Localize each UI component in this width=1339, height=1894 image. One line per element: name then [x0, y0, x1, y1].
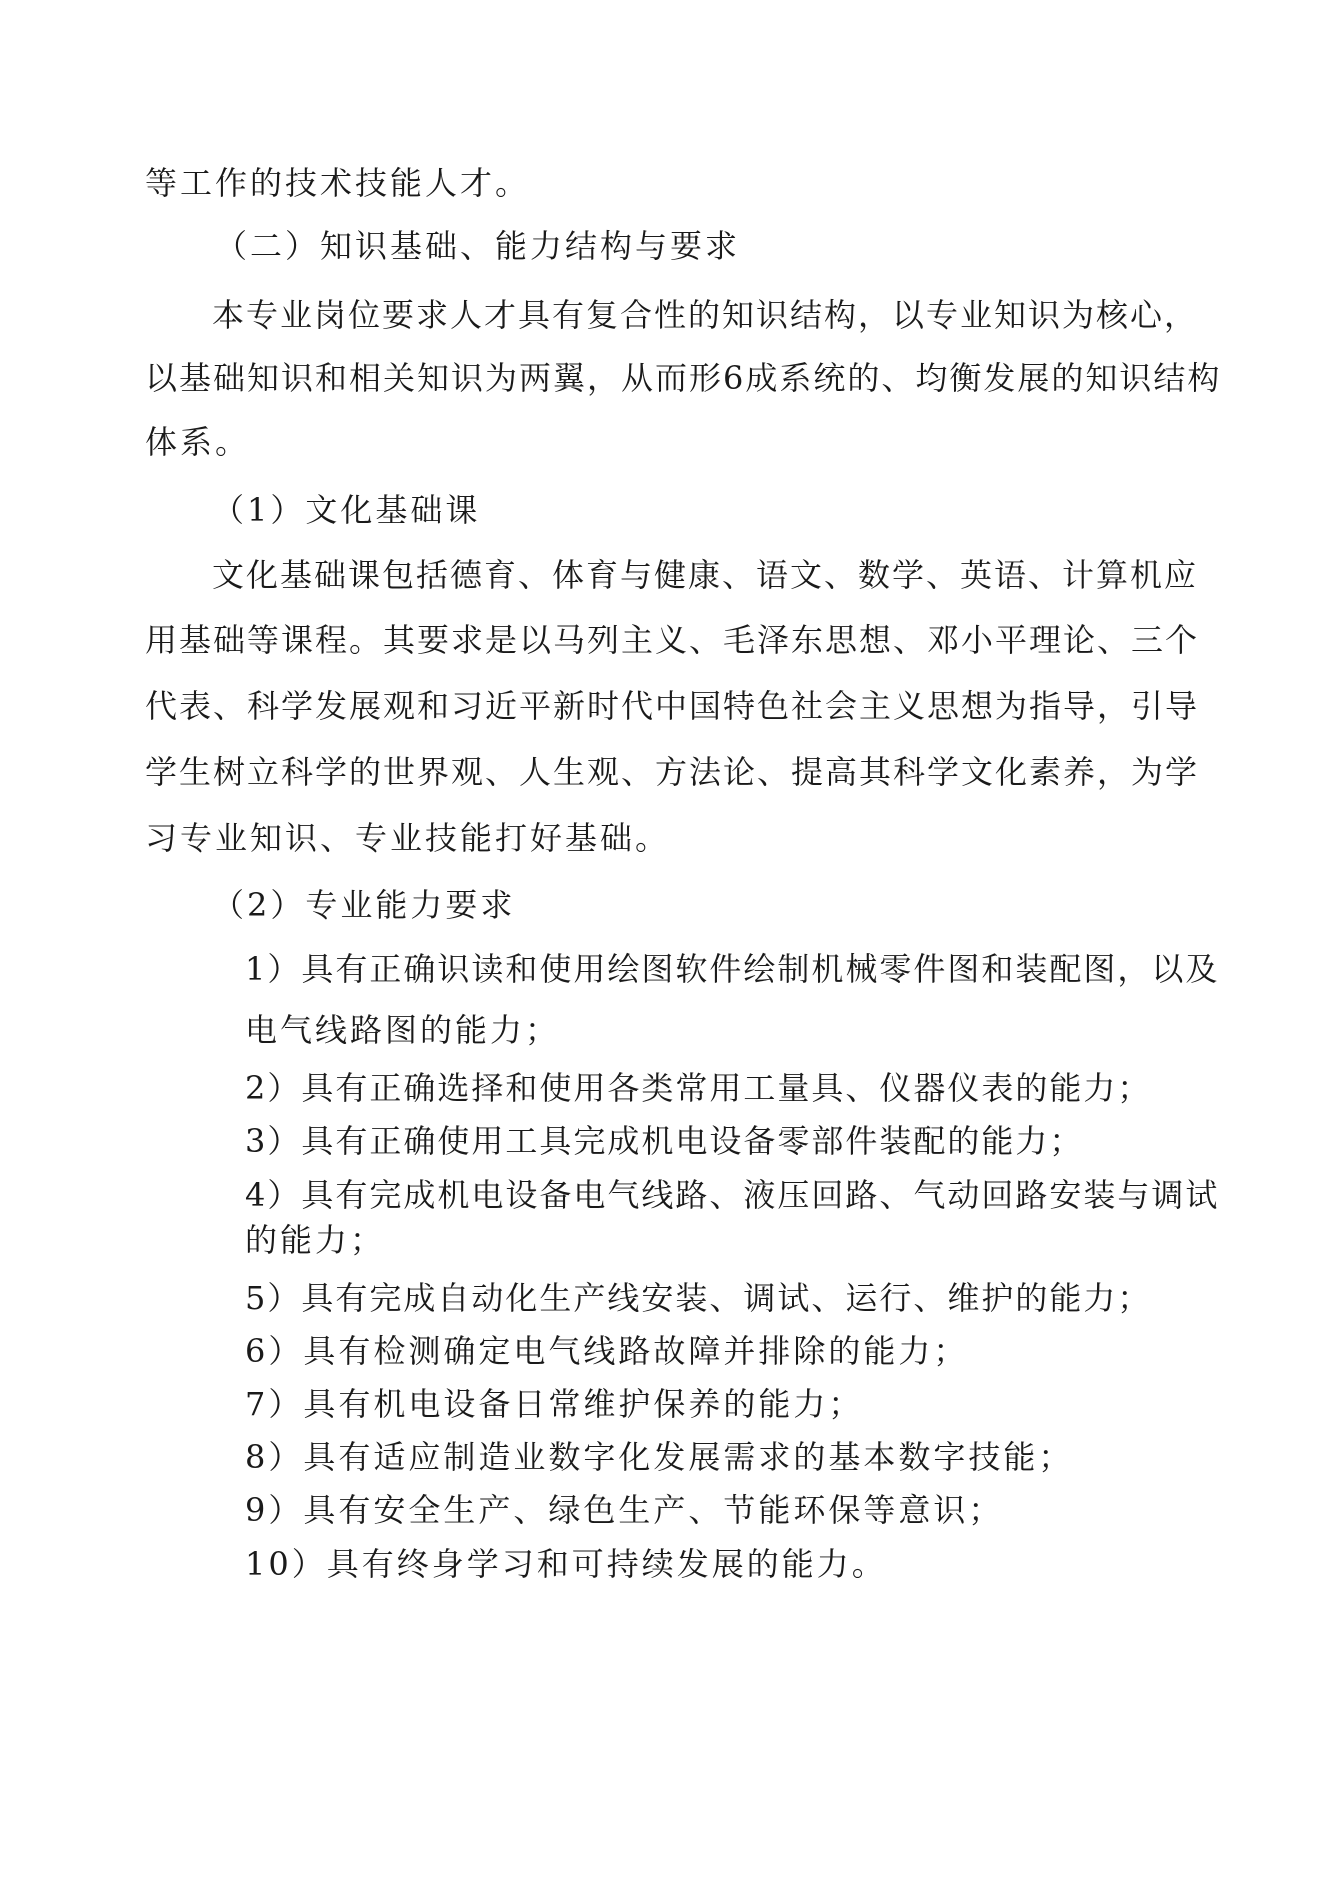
ability-list-item-continuation: 电气线路图的能力； [245, 1011, 561, 1049]
intro-paragraph-line: 以基础知识和相关知识为两翼，从而形6成系统的、均衡发展的知识结构 [145, 359, 1222, 397]
culture-paragraph-line: 代表、科学发展观和习近平新时代中国特色社会主义思想为指导，引导 [145, 687, 1200, 725]
ability-list-item: 3）具有正确使用工具完成机电设备零部件装配的能力； [245, 1122, 1084, 1160]
ability-list-item: 6）具有检测确定电气线路故障并排除的能力； [245, 1332, 969, 1370]
subheading-culture-courses: （1）文化基础课 [212, 491, 481, 529]
ability-list-item: 7）具有机电设备日常维护保养的能力； [245, 1385, 864, 1423]
ability-list-item: 9）具有安全生产、绿色生产、节能环保等意识； [245, 1491, 1004, 1529]
ability-list-item: 1）具有正确识读和使用绘图软件绘制机械零件图和装配图，以及 [245, 950, 1220, 988]
ability-list-item: 8）具有适应制造业数字化发展需求的基本数字技能； [245, 1438, 1074, 1476]
paragraph-continuation: 等工作的技术技能人才。 [145, 164, 531, 202]
ability-list-item: 4）具有完成机电设备电气线路、液压回路、气动回路安装与调试 [245, 1176, 1220, 1214]
ability-list-item: 5）具有完成自动化生产线安装、调试、运行、维护的能力； [245, 1279, 1152, 1317]
subheading-professional-ability: （2）专业能力要求 [212, 886, 516, 924]
culture-paragraph-line: 用基础等课程。其要求是以马列主义、毛泽东思想、邓小平理论、三个 [145, 621, 1200, 659]
culture-paragraph-line: 学生树立科学的世界观、人生观、方法论、提高其科学文化素养，为学 [145, 753, 1200, 791]
ability-list-item: 10）具有终身学习和可持续发展的能力。 [245, 1545, 887, 1583]
culture-paragraph-line: 习专业知识、专业技能打好基础。 [145, 819, 671, 857]
ability-list-item-continuation: 的能力； [245, 1221, 386, 1259]
intro-paragraph-line: 体系。 [145, 423, 251, 461]
intro-paragraph-line: 本专业岗位要求人才具有复合性的知识结构，以专业知识为核心， [212, 296, 1199, 334]
section-heading-knowledge-ability: （二）知识基础、能力结构与要求 [215, 227, 741, 265]
ability-list-item: 2）具有正确选择和使用各类常用工量具、仪器仪表的能力； [245, 1069, 1152, 1107]
culture-paragraph-line: 文化基础课包括德育、体育与健康、语文、数学、英语、计算机应 [212, 556, 1199, 594]
